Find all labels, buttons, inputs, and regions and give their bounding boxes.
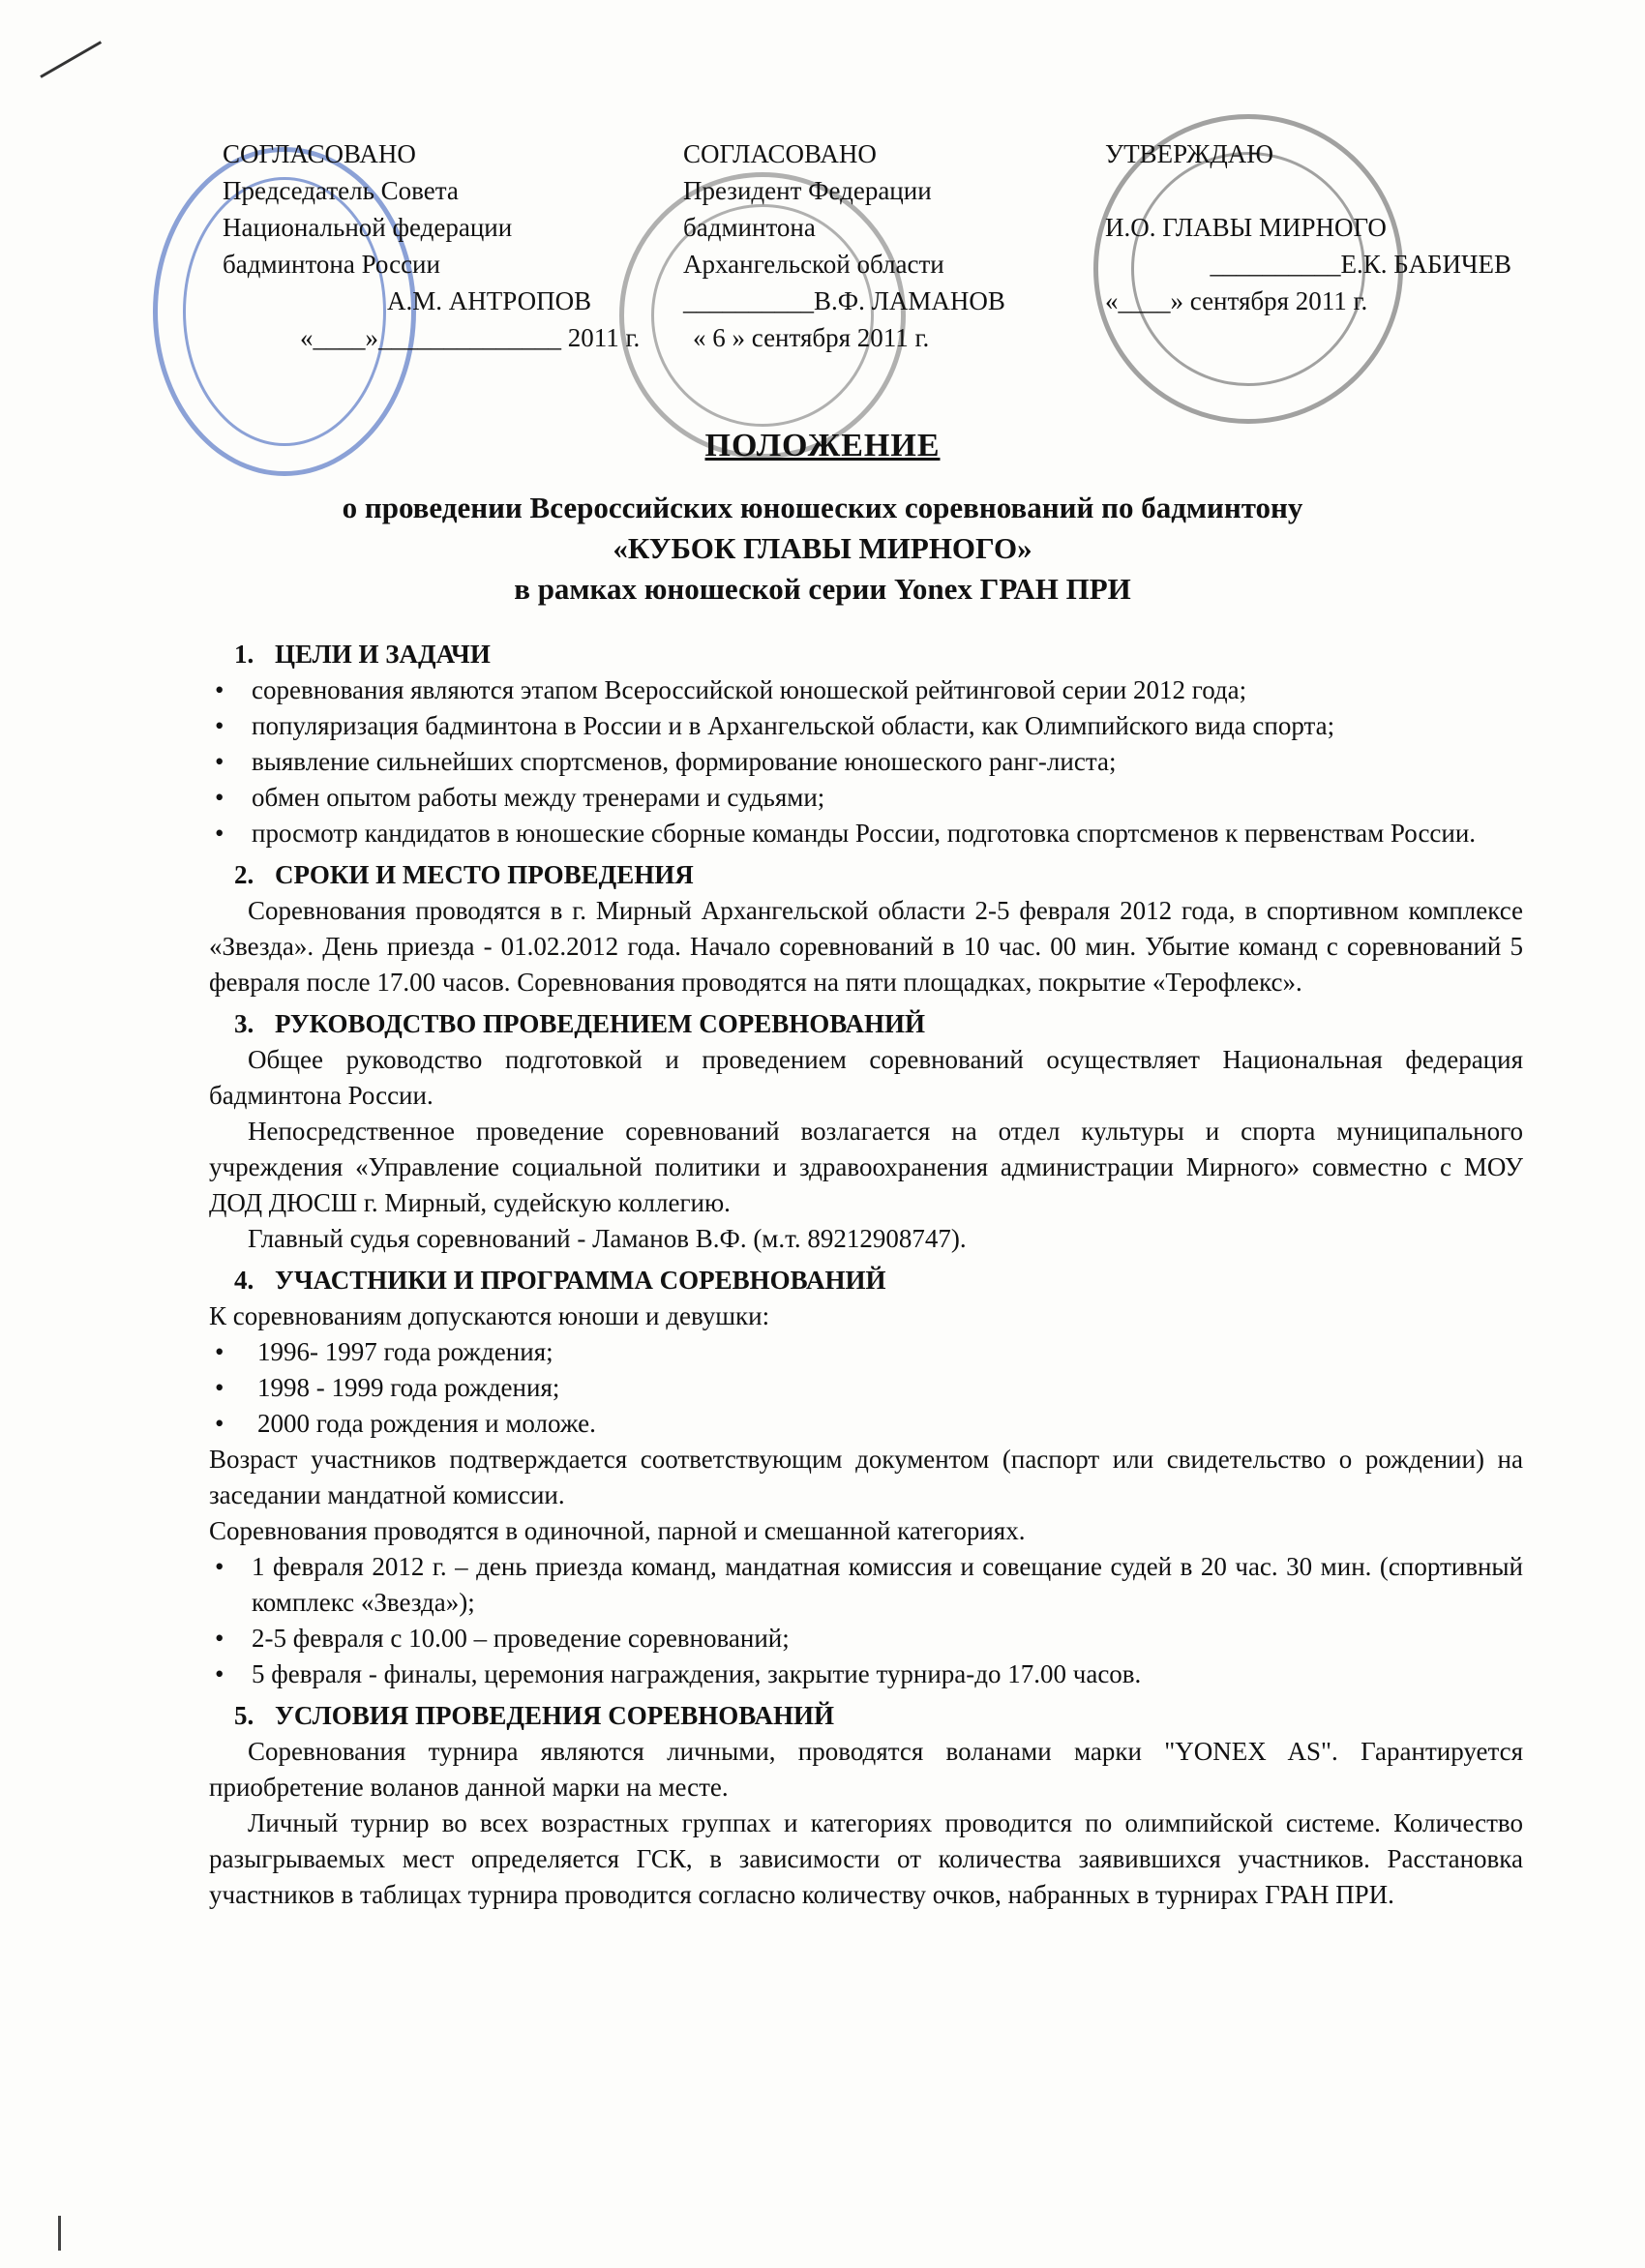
- age-groups-list: [209, 1334, 1523, 1442]
- section-title: УЧАСТНИКИ И ПРОГРАММА СОРЕВНОВАНИЙ: [275, 1266, 886, 1295]
- section-number: 5.: [234, 1701, 254, 1730]
- approval-middle-line: Архангельской области: [683, 250, 944, 279]
- approval-right-line: УТВЕРЖДАЮ: [1105, 139, 1274, 168]
- list-item: • 2-5 февраля с 10.00 – проведение соревнований;: [209, 1621, 1523, 1656]
- section-heading: [234, 1698, 1523, 1734]
- section-title: РУКОВОДСТВО ПРОВЕДЕНИЕМ СОРЕВНОВАНИЙ: [275, 1009, 926, 1038]
- approval-middle-line: Президент Федерации: [683, 176, 932, 205]
- approval-block: [0, 135, 1645, 387]
- approval-left-line: бадминтона России: [223, 250, 440, 279]
- document-subtitle-line: «КУБОК ГЛАВЫ МИРНОГО»: [613, 531, 1032, 565]
- approval-left-line: Национальной федерации: [223, 213, 513, 242]
- approval-right-line: И.О. ГЛАВЫ МИРНОГО: [1105, 213, 1387, 242]
- approval-middle-signature: __________В.Ф. ЛАМАНОВ: [683, 286, 1005, 315]
- approval-right: [1105, 135, 1511, 319]
- approval-middle: [683, 135, 1005, 356]
- schedule-list: [209, 1549, 1523, 1692]
- list-item: • 2000 года рождения и моложе.: [209, 1406, 1523, 1442]
- paragraph: Общее руководство подготовкой и проведением соревнований осуществляет Национальная федерация бадминтона России.: [209, 1045, 1523, 1110]
- approval-middle-line: СОГЛАСОВАНО: [683, 139, 877, 168]
- section-number: 4.: [234, 1266, 254, 1295]
- list-item: • просмотр кандидатов в юношеские сборные команды России, подготовка спортсменов к первенствам России.: [209, 816, 1523, 851]
- approval-left-line: Председатель Совета: [223, 176, 459, 205]
- scan-pen-mark: [40, 41, 102, 78]
- paragraph: Главный судья соревнований - Ламанов В.Ф. (м.т. 89212908747).: [248, 1224, 967, 1253]
- approval-middle-date: « 6 » сентября 2011 г.: [693, 323, 930, 352]
- section-title: УСЛОВИЯ ПРОВЕДЕНИЯ СОРЕВНОВАНИЙ: [275, 1701, 835, 1730]
- list-item: • выявление сильнейших спортсменов, формирование юношеского ранг-листа;: [209, 744, 1523, 780]
- paragraph: Возраст участников подтверждается соответствующим документом (паспорт или свидетельство о рождении) на заседании мандатной комиссии.: [209, 1445, 1523, 1509]
- document-subtitle-line: в рамках юношеской серии Yonex ГРАН ПРИ: [514, 572, 1131, 606]
- approval-middle-line: бадминтона: [683, 213, 816, 242]
- section-heading: [234, 637, 1523, 672]
- list-item: • популяризация бадминтона в России и в Архангельской области, как Олимпийского вида спорта;: [209, 708, 1523, 744]
- scan-edge-mark: [58, 2216, 61, 2251]
- list-item: • 1 февраля 2012 г. – день приезда команд, мандатная комиссия и совещание судей в 20 час. 30 мин. (спортивный комплекс «Звезда»);: [209, 1549, 1523, 1621]
- document-subtitle-line: о проведении Всероссийских юношеских соревнований по бадминтону: [342, 491, 1303, 524]
- section-title: ЦЕЛИ И ЗАДАЧИ: [275, 640, 491, 669]
- approval-left-line: СОГЛАСОВАНО: [223, 139, 416, 168]
- section-number: 2.: [234, 860, 254, 889]
- list-item: • обмен опытом работы между тренерами и судьями;: [209, 780, 1523, 816]
- approval-right-signature: __________Е.К. БАБИЧЕВ: [1210, 250, 1511, 279]
- document-body: [209, 631, 1523, 1913]
- section-number: 3.: [234, 1009, 254, 1038]
- approval-left-date: «____»______________ 2011 г.: [300, 323, 641, 352]
- paragraph: Личный турнир во всех возрастных группах и категориях проводится по олимпийской системе. Количество разыгрываемых мест определяется ГСК, в зависимости от количества заявившихся участников. Расстановка участников в таблицах турнира проводится согласно количеству очков, набранных в турнирах ГРАН ПРИ.: [209, 1808, 1523, 1909]
- section-heading: [234, 1263, 1523, 1298]
- document-title-block: [0, 426, 1645, 610]
- goals-list: [209, 672, 1523, 851]
- section-heading: [234, 1006, 1523, 1042]
- approval-left-signature: А.М. АНТРОПОВ: [387, 286, 592, 315]
- paragraph: Соревнования проводятся в г. Мирный Архангельской области 2-5 февраля 2012 года, в спортивном комплексе «Звезда». День приезда - 01.02.2012 года. Начало соревнований в 10 час. 00 мин. Убытие команд с соревнований 5 февраля после 17.00 часов. Соревнования проводятся на пяти площадках, покрытие «Терофлекс».: [209, 896, 1523, 997]
- section-title: СРОКИ И МЕСТО ПРОВЕДЕНИЯ: [275, 860, 694, 889]
- paragraph: Соревнования турнира являются личными, проводятся воланами марки "YONEX AS". Гарантируется приобретение воланов данной марки на месте.: [209, 1737, 1523, 1802]
- list-item: • соревнования являются этапом Всероссийской юношеской рейтинговой серии 2012 года;: [209, 672, 1523, 708]
- approval-right-date: «____» сентября 2011 г.: [1105, 286, 1368, 315]
- list-item: • 1996- 1997 года рождения;: [209, 1334, 1523, 1370]
- paragraph: К соревнованиям допускаются юноши и девушки:: [209, 1301, 770, 1330]
- list-item: • 5 февраля - финалы, церемония награждения, закрытие турнира-до 17.00 часов.: [209, 1656, 1523, 1692]
- list-item: • 1998 - 1999 года рождения;: [209, 1370, 1523, 1406]
- approval-left: [223, 135, 640, 356]
- paragraph: Непосредственное проведение соревнований возлагается на отдел культуры и спорта муниципального учреждения «Управление социальной политики и здравоохранения администрации Мирного» совместно с МОУ ДОД ДЮСШ г. Мирный, судейскую коллегию.: [209, 1117, 1523, 1217]
- section-number: 1.: [234, 640, 254, 669]
- section-heading: [234, 857, 1523, 893]
- document-title: ПОЛОЖЕНИЕ: [704, 428, 941, 463]
- paragraph: Соревнования проводятся в одиночной, парной и смешанной категориях.: [209, 1516, 1026, 1545]
